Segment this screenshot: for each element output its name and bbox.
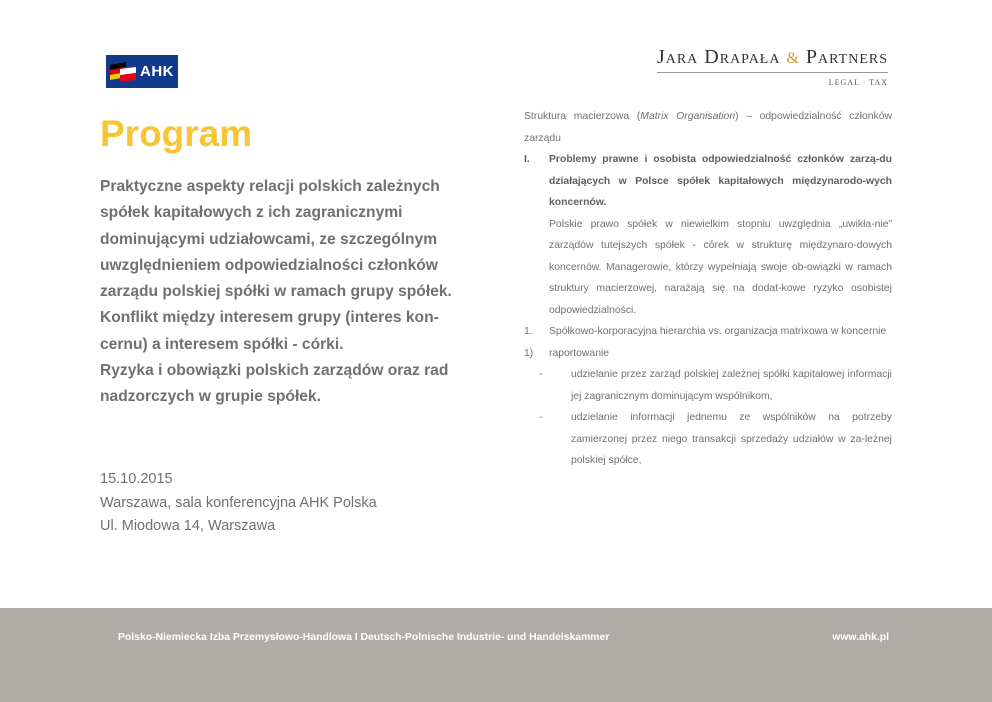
bullet-dash: - — [539, 412, 543, 423]
footer-organization: Polsko-Niemiecka Izba Przemysłowo-Handlowa I Deutsch-Polnische Industrie- und Handelskammer — [118, 632, 610, 643]
intro-paragraph-1: Praktyczne aspekty relacji polskich zależnych spółek kapitałowych z ich zagranicznymi dominującymi udziałowcami, ze szczególnym uwzględnieniem odpowiedzialności członków zarządu polskiej spółki w ramach grupy spółek. — [100, 178, 452, 301]
agenda-subitem-1-text: raportowanie — [549, 347, 610, 359]
page-title: Program — [100, 113, 253, 154]
intro-paragraph-2: Konflikt między interesem grupy (interes kon-cernu) a interesem spółki - córki. — [100, 309, 439, 353]
bullet-text: udzielanie przez zarząd polskiej zależnej spółki kapitałowej informacji jej zagranicznym dominującym wspólnikom, — [571, 369, 892, 402]
firm-ampersand: & — [786, 50, 800, 67]
agenda-item-I-heading: Problemy prawne i osobista odpowiedzialność członków zarzą-du działających w Polsce spółek kapitałowych międzynarodo-wych koncernów. — [549, 154, 892, 208]
agenda-subitem-1-number: 1) — [524, 347, 534, 359]
agenda-item-I — [524, 149, 892, 214]
event-venue: Warszawa, sala konferencyjna AHK Polska — [100, 494, 377, 511]
flags-icon — [106, 55, 140, 88]
ahk-logo — [106, 55, 178, 88]
agenda-item-I-body: Polskie prawo spółek w niewielkim stopniu uwzględnia „uwikła-nie” zarządów tutejszych spółek - córek w strukturę międzynaro-dowych koncernów. Managerowie, którzy wypełniają swoje ob-owiązki w ramach struktury macierzowej, narażają się na dodat-kowe ryzyko osobistej odpowiedzialności. — [549, 218, 892, 316]
bullet-dash: - — [539, 369, 543, 380]
law-firm-name — [657, 46, 888, 69]
lead-text-italic: Matrix Organisation — [640, 111, 736, 122]
bullet-text: udzielanie informacji jednemu ze wspólników na potrzeby zamierzonej przez niego transakcji sprzedaży udziałów w za-leżnej polskiej spółce, — [571, 412, 892, 466]
logo-divider — [657, 72, 888, 73]
footer-bar — [0, 608, 992, 702]
agenda-item-1 — [524, 321, 892, 343]
bullet-item — [539, 364, 892, 407]
event-address: Ul. Miodowa 14, Warszawa — [100, 518, 276, 534]
lead-paragraph — [524, 106, 892, 149]
event-date: 15.10.2015 — [100, 471, 173, 487]
agenda-item-1-number: 1. — [524, 326, 533, 337]
agenda-item-1-text: Spółkowo-korporacyjna hierarchia vs. organizacja matrixowa w koncernie — [549, 326, 887, 337]
event-details — [100, 468, 480, 539]
firm-name-part-2: Partners — [805, 46, 888, 68]
law-firm-subtitle: LEGAL · TAX — [828, 78, 888, 87]
bullet-item — [539, 407, 892, 472]
agenda-subitem-1 — [524, 343, 892, 365]
program-intro — [100, 174, 480, 411]
lead-text-pre: Struktura macierzowa ( — [524, 111, 641, 122]
ahk-logo-text: AHK — [140, 63, 174, 80]
agenda-content — [524, 106, 892, 472]
law-firm-logo — [657, 46, 888, 87]
intro-paragraph-3: Ryzyka i obowiązki polskich zarządów oraz rad nadzorczych w grupie spółek. — [100, 362, 449, 406]
footer-url-link[interactable]: www.ahk.pl — [832, 632, 889, 643]
lead-text-post: ) – odpowiedzialność członków zarządu — [524, 111, 892, 144]
agenda-item-I-number: I. — [524, 154, 530, 165]
firm-name-part-1: Jara Drapała — [656, 46, 781, 68]
